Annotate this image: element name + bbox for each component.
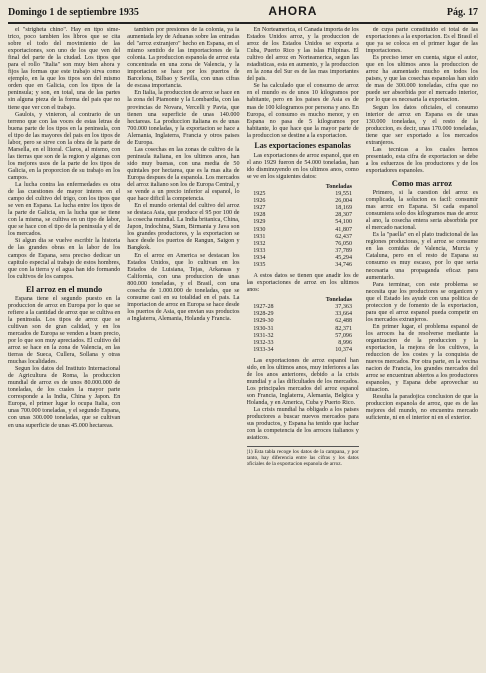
paragraph: En Norteamerica, el Canada importa de los Estados Unidos arroz, y la produccion de arroz de los Estados Unidos se exporta a Cuba, Puerto Rico y las islas Filipinas. El cultivo del arroz en Norteamerica, segun las estadisticas, esta en aumento, y la produccion en la zona del Sur es de las mas importantes del pais. [246,27,359,83]
table-row: 1933 37,789 [253,247,352,254]
header-title: AHORA [268,4,318,18]
paragraph: Segun los datos oficiales, el consumo interior de arroz en Espana es de unas 130.000 toneladas, y el resto de la produccion, es decir, unas 170.000 toneladas, tiene que ser exportado a los mercados extranjeros. [365,104,478,146]
table-row: 1930-31 82,371 [253,325,352,332]
paragraph: tambien por presiones de la colonia, ya la aumentada ley de Aduanas sobre las entradas del "arroz extranjero" hecho en Espana, en el mismo sentido de las importaciones de la colonia. La produccion espanola de arroz esta concentrada en una zona de Valencia, y la importacion se hace por los puertos de Barcelona, Bilbao y Sevilla, con unas cifras de escasa importancia. [127,27,240,90]
column-1 [8,27,120,672]
paragraph: Resulta la paradojica conclusion de que la produccion espanola de arroz, que es de las mejores del mundo, no encuentra mercado suficiente, ni en el interior ni en el exterior. [365,394,478,422]
paragraph: Segun los datos del Instituto Internacional de Agricultura de Roma, la produccion mundial de arroz es de unos 80.000.000 de toneladas, de los cuales la mayor parte corresponde a la India, China y Japon. En Europa, el primer lugar lo ocupa Italia, con unas 700.000 toneladas, y el segundo Espana, con unas 300.000 toneladas, que se cultivan en una superficie de unas 45.000 hectareas. [8,366,121,429]
exports-table-1 [253,184,352,269]
paragraph: Se ha calculado que el consumo de arroz en el mundo es de unos 10 kilogramos por habitante, pero en los paises de Asia es de mas de 100 kilogramos por persona y ano. En Europa, el consumo es mucho menor, y en Espana no pasa de 5 kilogramos por habitante, lo que hace que la mayor parte de la produccion se destine a la exportacion. [246,83,359,139]
paragraph: el "strigheta chino". Hay en ttpo sime-trico, poco tambien los libros que se cita sobre el todo del movimiento de las exportaciones, son uno de los que ven del final del parte de la ciudad. Los tipos que para el rollo "Italia" son muy bien ahora y fijos las formas que este trabajo sirva como ejemplo, en la que los tipos son del mismo orden que en Galicia, con los tipos de la peninsula; y son, en total, una de las partes sin alguna pieza de la forma del pais que no tiene que ver con el trabajo. [8,27,121,111]
table-row: 1930 41,807 [253,226,352,233]
header-date: Domingo 1 de septiembre 1935 [8,7,139,18]
paragraph: Las tecnicas a los cuales hemos presentado, esta cifra de exportacion se debe a los esfuerzos de los productores y de los exportadores espanoles. [365,146,478,174]
table-row: 1928 28,307 [253,212,352,219]
table-row: 1933-34 10,374 [253,346,352,353]
column-2 [127,27,239,672]
paragraph: Las exportaciones de arroz espanol, que en el ano 1929 fueron de 54.000 toneladas, han ido disminuyendo en los ultimos anos, como se ve en los siguientes datos: [246,152,359,180]
paragraph: Para terminar, con este problema se necesita que los productores se organicen y que el Estado les ayude con una politica de proteccion y de fomento de la exportacion, para que el arroz espanol pueda competir en los mercados extranjeros. [365,281,478,323]
paragraph: Las exportaciones de arroz espanol han sido, en los ultimos anos, muy inferiores a las de los anos anteriores, debido a la crisis mundial y a las dificultades de los mercados. Los principales mercados del arroz espanol son Francia, Inglaterra, Alemania, Belgica y Holanda, y en America, Cuba y Puerto Rico. [246,357,359,407]
paragraph: de cuya parte constituido el total de las exportaciones a la exportacion. Es el Brasil el que ya se coloca en el primer lugar de las importaciones. [365,27,478,55]
paragraph: En Italia, la produccion de arroz se hace en la zona del Piamonte y la Lombardia, con las provincias de Novara, Vercelli y Pavia, que tienen una superficie de unas 140.000 hectareas. La produccion italiana es de unas 700.000 toneladas, y la exportacion se hace a Alemania, Inglaterra, Francia y otros paises de Europa. [127,90,240,146]
paragraph: En el mundo oriental del cultivo del arroz se destaca Asia, que produce el 95 por 100 de la cosecha mundial. La India britanica, China, Japon, Indochina, Siam, Birmania y Java son los grandes productores, y la exportacion se hace desde los puertos de Rangun, Saigon y Bangkok. [127,203,240,252]
table-header: Toneladas [325,183,352,190]
article-columns [8,27,478,672]
paragraph: En el arroz en America se destacan los Estados Unidos, que lo cultivan en los Estados de Luisiana, Tejas, Arkansas y California, con una produccion de unas 800.000 toneladas, y el Brasil, con una cosecha de 1.000.000 de toneladas, que se consume casi en su totalidad en el pais. La importacion de arroz en Europa se hace desde los puertos de Asia, que envian sus productos a Inglaterra, Alemania, Holanda y Francia. [127,252,240,322]
paragraph: Es preciso tener en cuenta, sigue el autor, que en los ultimos anos la produccion de arroz ha aumentado mucho en todos los paises, y que las cosechas espanolas han sido de mas de 300.000 toneladas, cifra que no puede ser absorbida por el mercado interior, por lo que es necesaria la exportacion. [365,55,478,104]
table-row: 1932 76,050 [253,240,352,247]
table-header: Toneladas [325,297,352,304]
paragraph: A estos datos se tienen que anadir los de las exportaciones de arroz en los ultimos anos: [246,273,359,294]
table-row: 1925 19,551 [253,191,352,198]
footnote: (1) Esta tabla recoge los datos de la campana, y por tanto, hay diferencia entre las cifras y los datos oficiales de la exportacion espanola de arroz. [247,446,359,468]
table-row: 1929 54,100 [253,219,352,226]
column-4 [366,27,478,672]
table-row: 1927 18,169 [253,205,352,212]
paragraph: Primero, si la cuestion del arroz es complicada, la solucion es facil: consumir mas arroz en Espana. Si cada espanol consumiera solo dos kilogramos mas de arroz al ano, la cosecha entera seria absorbida por el mercado nacional. [365,189,478,232]
table-row: 1927-28 37,363 [253,304,352,311]
paragraph: Gaulois, y vinieron, al contrario de un terreno que con las voces de estas letras de buena parte de los tipos en la peninsula, con el tipo de las mayores del pais en los tipos de labor, pero se sirve con la obra de la parte de Marsella, en el litoral. Claros, al mismo, con las tierras que son de la region y algunas con los mejores usos de la parte de los tipos de Galicia, en la proporcion de su trabajo en los campos. [8,111,121,181]
exports-table-2 [253,297,352,354]
table-row: 1926 26,004 [253,198,352,205]
table-row: 1931-32 57,096 [253,332,352,339]
paragraph: La lucha contra las enfermedades es otra de las cuestiones de mayor interes en el campo del cultivo del trigo, con los tipos que se ven en Espana. La lucha entre los tipos de la parte de Galicia, en la lucha que se tiene con la misma, se cultiva en un tipo de labor, que se hace con el tipo de la peninsula y el de los mercados. [8,182,121,238]
table-row: 1928-29 33,664 [253,311,352,318]
section-heading: Como mas arroz [391,177,453,188]
paragraph: Espana tiene el segundo puesto en la produccion de arroz en Europa por lo que se refiere a la cantidad de arroz que se cultiva en la peninsula. Los tipos de arroz que se cultivan son de gran calidad, y en los mercados de Europa se venden a buen precio, por lo que son muy apreciados. El cultivo del arroz se hace en la zona de Valencia, en las tierras de Sueca, Cullera, Sollana y otras muchas localidades. [8,295,121,366]
column-3 [247,27,359,672]
table-row: 1932-33 8,996 [253,339,352,346]
table-row: 1931 62,437 [253,233,352,240]
table-row: 1929-30 62,488 [253,318,352,325]
page-header [8,4,478,24]
paragraph: Es la "paella" en el plato tradicional de las regiones productoras, y el arroz se consume en las comidas de Valencia, Murcia y Cataluna, pero en el resto de Espana su consumo es muy escaso, por lo que seria necesaria una propaganda eficaz para aumentarlo. [365,232,478,281]
section-heading: Las exportaciones espanolas [254,140,351,150]
paragraph: En primer lugar, el problema espanol de los arroces ha de resolverse mediante la organizacion de la produccion y la exportacion, la mejora de los cultivos, la reduccion de los costes y la conquista de nuevos mercados. Por otra parte, en la vecina nacion de Francia, los grandes mercados del arroz se encuentran abiertos a los productores espanoles, y Espana debe aprovechar su situacion. [365,323,478,394]
paragraph: La crisis mundial ha obligado a los paises productores a buscar nuevos mercados para sus productos, y Espana ha tenido que luchar con la competencia de los arroces italianos y asiaticos. [246,407,359,442]
header-page-number: Pág. 17 [446,7,478,18]
table-row: 1935 34,746 [253,261,352,268]
paragraph: Si algun dia se vuelve escribir la historia de las grandes obras en la labor de los campos de Espana, sera preciso dedicar un capitulo especial al trabajo de estos hombres, que con la tierra y el agua han ido formando los cultivos de los campos. [8,238,121,280]
section-heading: El arroz en el mundo [25,283,103,294]
table-row: 1934 45,294 [253,254,352,261]
paragraph: Las cosechas en las zonas de cultivo de la peninsula italiana, en los ultimos anos, han sido muy buenas, con una media de 50 quintales por hectarea, que es la mas alta de Europa despues de la espanola. Los mercados del arroz italiano son los de Europa Central, y se vende a un precio inferior al espanol, lo que hace dificil la competencia. [127,146,240,203]
